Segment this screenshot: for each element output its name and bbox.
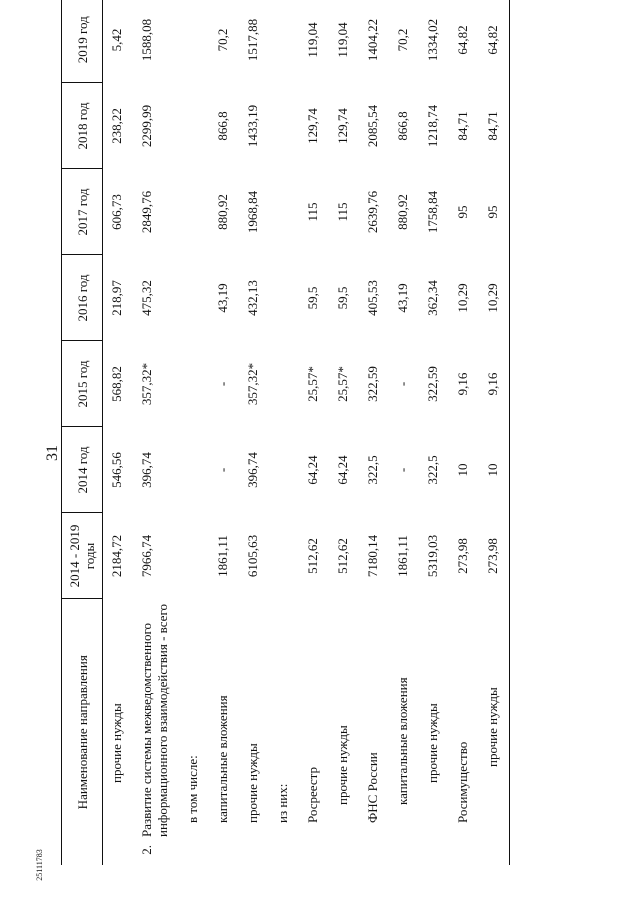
cell-value: 115 [335,202,350,222]
table-row [179,0,209,865]
cell-value: 129,74 [335,108,350,144]
cell-value: 606,73 [109,194,124,230]
cell-value: 10,29 [455,283,470,313]
row-name: капитальные вложения [215,695,230,823]
header-year-column: 2014 год [62,427,103,513]
row-name: прочие нужды [245,743,260,823]
cell-value: 84,71 [479,83,510,169]
cell-value: 322,5 [425,455,440,485]
cell-value: 10,29 [479,255,510,341]
cell-value: 396,74 [245,452,260,488]
cell-value [179,83,209,169]
budget-table [61,0,510,865]
table-row [389,0,419,865]
cell-value: 59,5 [335,286,350,310]
cell-value [269,513,299,599]
cell-value: 322,59 [365,366,380,402]
cell-value: 70,2 [395,28,410,52]
cell-value: 1334,02 [425,18,440,62]
cell-value: 218,97 [109,280,124,316]
cell-value: 1218,74 [425,104,440,148]
cell-value [269,0,299,83]
cell-value: 25,57* [335,366,350,402]
row-name: ФНС России [365,752,380,823]
row-name: Развитие системы межведомственного информационного взаимодействия - всего [139,604,170,837]
header-name-column: Наименование направления [62,599,103,865]
cell-value: 2085,54 [365,104,380,148]
cell-value: 866,8 [215,111,230,141]
cell-value: 357,32* [139,362,154,406]
cell-value [269,341,299,427]
table-row [239,0,269,865]
cell-value: 322,5 [365,455,380,485]
table-body [103,0,510,865]
cell-value: 7180,14 [365,534,380,578]
cell-value: 64,82 [455,25,470,55]
cell-value [179,427,209,513]
row-number [299,841,329,865]
cell-value: 1404,22 [365,18,380,62]
row-number [449,841,479,865]
row-number [359,841,389,865]
cell-value: - [395,381,410,387]
row-name: капитальные вложения [395,677,410,805]
cell-value: 119,04 [305,22,320,58]
row-number [179,841,209,865]
cell-value: 1861,11 [215,535,230,577]
cell-value: 475,32 [139,280,154,316]
row-number [209,841,239,865]
cell-value: 362,34 [425,280,440,316]
row-name: прочие нужды [425,703,440,783]
cell-value: 10 [479,427,510,513]
cell-value: 568,82 [109,366,124,402]
cell-value: 2184,72 [109,534,124,578]
cell-value: 1517,88 [245,18,260,62]
cell-value: 512,62 [335,538,350,574]
cell-value: - [215,467,230,473]
cell-value: 273,98 [479,513,510,599]
cell-value: - [395,467,410,473]
cell-value: 1588,08 [139,18,154,62]
table-row [133,0,179,865]
cell-value: 115 [305,202,320,222]
header-year-column: 2015 год [62,341,103,427]
row-number [479,841,510,865]
table-row [329,0,359,865]
table-row [299,0,329,865]
cell-value: 273,98 [455,538,470,574]
cell-value [269,255,299,341]
cell-value [179,341,209,427]
row-number [269,841,299,865]
cell-value: 9,16 [455,372,470,396]
table-row [209,0,239,865]
cell-value: 880,92 [215,194,230,230]
document-code: 25111783 [35,849,44,881]
cell-value [179,0,209,83]
cell-value: 64,24 [335,455,350,485]
cell-value: 119,04 [335,22,350,58]
cell-value: 95 [455,205,470,219]
cell-value: 405,53 [365,280,380,316]
cell-value: 1861,11 [395,535,410,577]
cell-value [179,513,209,599]
cell-value: - [215,381,230,387]
row-number [419,841,449,865]
table-row [359,0,389,865]
cell-value: 5,42 [109,28,124,52]
cell-value [269,169,299,255]
row-name: в том числе: [185,755,200,823]
header-year-column: 2016 год [62,255,103,341]
cell-value: 2299,99 [139,104,154,148]
row-number: 2. [139,845,154,855]
cell-value: 70,2 [215,28,230,52]
row-number [239,841,269,865]
cell-value: 1758,84 [425,190,440,234]
cell-value: 432,13 [245,280,260,316]
cell-value: 9,16 [479,341,510,427]
header-year-column: 2018 год [62,83,103,169]
cell-value: 6105,63 [245,534,260,578]
table-row [419,0,449,865]
cell-value: 1968,84 [245,190,260,234]
row-number [389,841,419,865]
cell-value [179,255,209,341]
header-year-column: 2014 - 2019 годы [62,513,103,599]
cell-value [179,169,209,255]
cell-value: 357,32* [245,362,260,406]
header-year-column: 2017 год [62,169,103,255]
table-row [479,0,510,865]
cell-value: 59,5 [305,286,320,310]
row-name: прочие нужды [479,599,510,841]
header-year-column: 2019 год [62,0,103,83]
cell-value: 546,56 [109,452,124,488]
cell-value: 43,19 [215,283,230,313]
cell-value: 1433,19 [245,104,260,148]
row-name: из них: [275,783,290,823]
table-row [449,0,479,865]
cell-value: 866,8 [395,111,410,141]
cell-value: 2849,76 [139,190,154,234]
cell-value: 129,74 [305,108,320,144]
cell-value: 43,19 [395,283,410,313]
cell-value: 5319,03 [425,534,440,578]
header-row [62,0,103,865]
cell-value: 64,24 [305,455,320,485]
row-name: прочие нужды [109,703,124,783]
page-number: 31 [44,445,61,461]
cell-value: 10 [455,463,470,477]
row-name: Росреестр [305,767,320,823]
cell-value [269,83,299,169]
cell-value: 880,92 [395,194,410,230]
row-number [103,841,134,865]
table-row [269,0,299,865]
cell-value: 64,82 [479,0,510,83]
cell-value: 95 [479,169,510,255]
row-name: прочие нужды [335,725,350,805]
cell-value: 2639,76 [365,190,380,234]
cell-value: 322,59 [425,366,440,402]
cell-value: 25,57* [305,366,320,402]
table-row [103,0,134,865]
cell-value [269,427,299,513]
cell-value: 238,22 [109,108,124,144]
row-number [329,841,359,865]
cell-value: 84,71 [455,111,470,141]
cell-value: 396,74 [139,452,154,488]
cell-value: 512,62 [305,538,320,574]
row-name: Росимущество [455,741,470,823]
cell-value: 7966,74 [139,534,154,578]
